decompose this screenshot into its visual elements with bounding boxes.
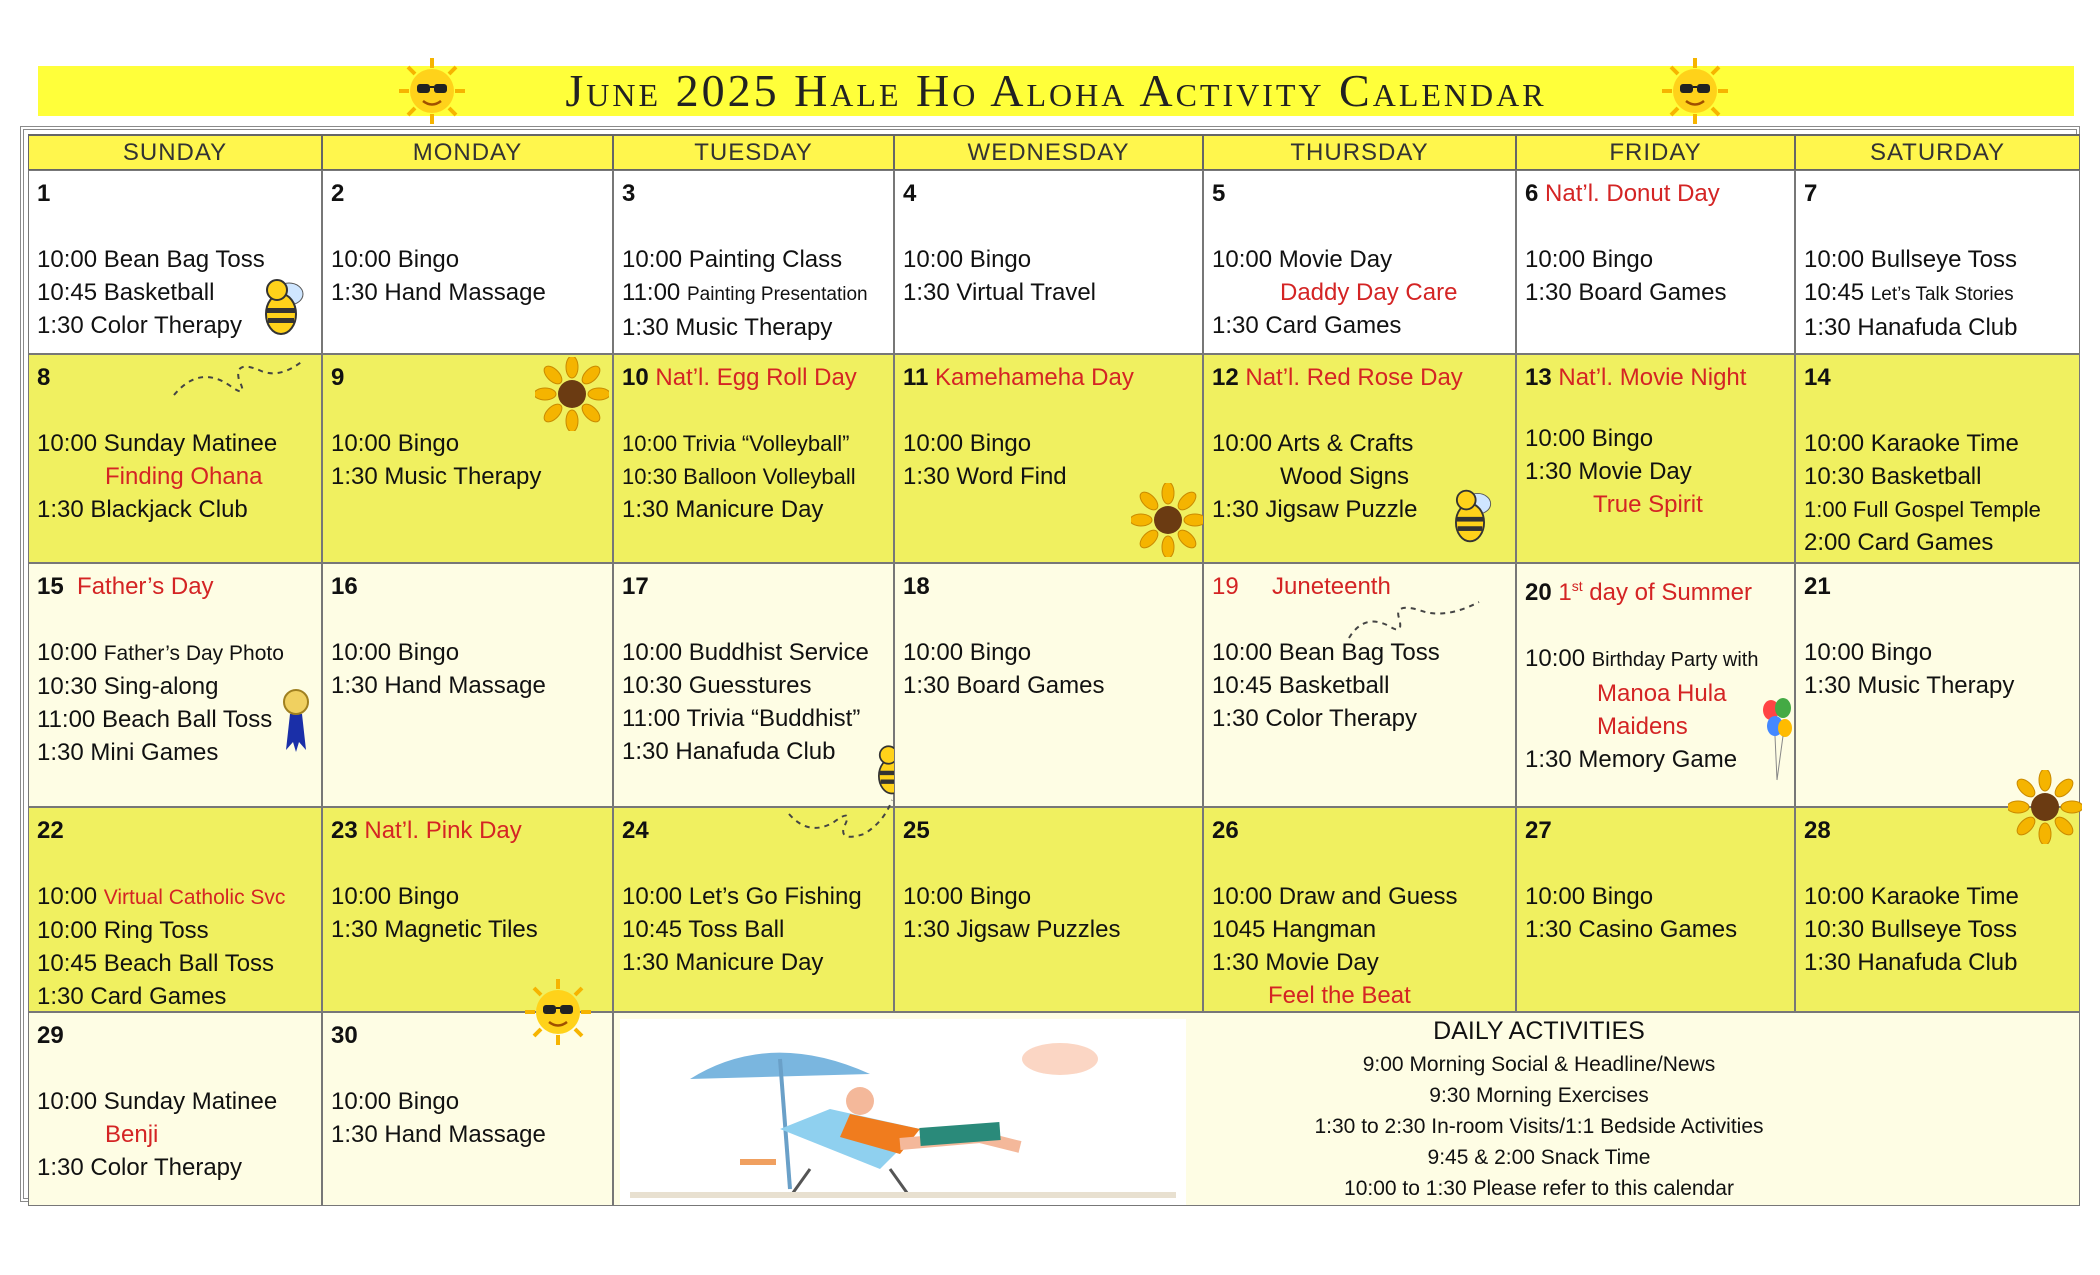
day-cell: [322, 170, 613, 354]
activity-text: Painting Presentation: [686, 284, 868, 305]
activity-time: 10:00: [37, 883, 98, 910]
activity: 11:00 Trivia “Buddhist”: [622, 705, 861, 732]
sun-sunglasses-icon: [1660, 56, 1730, 126]
day-cell: [28, 1012, 322, 1206]
activity: 10:45 Basketball: [37, 279, 215, 306]
activity-subtitle: Feel the Beat: [1268, 982, 1411, 1009]
activity: 10:00 Buddhist Service: [622, 639, 869, 666]
activity-time: 10:45: [1804, 279, 1865, 306]
day-header-friday: FRIDAY: [1516, 134, 1795, 170]
activity: 1045 Hangman: [1212, 916, 1377, 943]
activity: 10:00 Bingo: [1525, 883, 1654, 910]
day-number: 5: [1212, 180, 1226, 207]
day-number: 3: [622, 180, 636, 207]
activity: 1:30 Movie Day: [1525, 458, 1692, 485]
day-header-saturday: SATURDAY: [1795, 134, 2080, 170]
beach-chair-illustration: [620, 1019, 1186, 1205]
activity: 2:00 Card Games: [1804, 529, 1994, 556]
calendar-grid: [20, 126, 2080, 1202]
activity: 1:30 Manicure Day: [622, 496, 824, 523]
day-header-monday: MONDAY: [322, 134, 613, 170]
activity: 10:30 Basketball: [1804, 463, 1982, 490]
day-number: 14: [1804, 364, 1831, 391]
activity: [37, 636, 313, 670]
activity: 10:00 Painting Class: [622, 246, 843, 273]
activity: 1:30 Memory Game: [1525, 746, 1738, 773]
activity-text: Virtual Catholic Svc: [103, 886, 286, 909]
day-number: 24: [622, 817, 649, 844]
special-day-label: Kamehameha Day: [935, 364, 1134, 391]
activity: 1:30 Hand Massage: [331, 1121, 546, 1148]
activity: 10:00 Sunday Matinee: [37, 430, 278, 457]
activity: 1:30 Color Therapy: [1212, 705, 1418, 732]
activity-subtitle: Finding Ohana: [105, 463, 263, 490]
day-header-thursday: THURSDAY: [1203, 134, 1516, 170]
daily-activities-panel: [613, 1012, 2080, 1206]
activity: 10:00 Bingo: [1525, 246, 1654, 273]
day-number: 7: [1804, 180, 1818, 207]
activity: 1:30 Music Therapy: [622, 314, 833, 341]
sunflower-icon: [2008, 770, 2082, 844]
activity: 10:00 Karaoke Time: [1804, 883, 2019, 910]
bee-icon: [1440, 473, 1500, 557]
bee-trail-icon: [1344, 598, 1484, 646]
day-cell: [28, 170, 322, 354]
activity: 10:00 Bingo: [903, 883, 1032, 910]
activity: 10:00 Movie Day: [1212, 246, 1393, 273]
day-cell: [1516, 170, 1795, 354]
day-number: 29: [37, 1022, 64, 1049]
day-number: 17: [622, 573, 649, 600]
activity: 1:30 Board Games: [903, 672, 1105, 699]
activity: 1:30 Hand Massage: [331, 279, 546, 306]
daily-item: 9:45 & 2:00 Snack Time: [1427, 1146, 1651, 1169]
activity: 10:00 Bingo: [331, 883, 460, 910]
day-cell: [1203, 354, 1516, 563]
day-number: 12: [1212, 364, 1239, 391]
balloons-icon: [1761, 696, 1793, 782]
day-cell: [28, 354, 322, 563]
day-number: 1: [37, 180, 51, 207]
activity: 10:30 Sing-along: [37, 673, 219, 700]
activity: 10:00 Arts & Crafts: [1212, 430, 1414, 457]
day-cell: [1795, 354, 2080, 563]
daily-item: 9:00 Morning Social & Headline/News: [1362, 1053, 1716, 1076]
activity: 10:45 Toss Ball: [622, 916, 785, 943]
day-header-wednesday: WEDNESDAY: [894, 134, 1203, 170]
daily-item: 9:30 Morning Exercises: [1429, 1084, 1649, 1107]
day-number: 6: [1525, 180, 1539, 207]
special-day-label: Nat’l. Donut Day: [1545, 180, 1720, 207]
bee-trail-icon: [784, 792, 894, 844]
activity: 1:30 Blackjack Club: [37, 496, 248, 523]
day-cell: [322, 563, 613, 807]
activity-subtitle: Maidens: [1597, 713, 1688, 740]
special-day-label: Nat’l. Egg Roll Day: [655, 364, 857, 391]
day-number: 30: [331, 1022, 358, 1049]
activity: 1:30 Movie Day: [1212, 949, 1379, 976]
day-number: 13: [1525, 364, 1552, 391]
activity: 10:00 Bingo: [1525, 425, 1654, 452]
day-cell: 20 1st day of Summer 10:00 Birthday Party with Manoa Hula Maidens 1:30 Memory Game: [1516, 563, 1795, 807]
activity-text: Birthday Party with: [1591, 649, 1759, 671]
sun-sunglasses-icon: [523, 977, 593, 1047]
day-number: 25: [903, 817, 930, 844]
day-cell: [1203, 170, 1516, 354]
day-cell: [1516, 807, 1795, 1012]
daily-item: 10:00 to 1:30 Please refer to this calendar: [1344, 1177, 1734, 1200]
activity: 10:00 Trivia “Volleyball”: [622, 431, 850, 456]
activity: 1:30 Music Therapy: [1804, 672, 2015, 699]
special-day-label: Juneteenth: [1272, 573, 1391, 600]
activity: 1:30 Hand Massage: [331, 672, 546, 699]
day-cell: [28, 563, 322, 807]
daily-item: 1:30 to 2:30 In-room Visits/1:1 Bedside Activities: [1314, 1115, 1764, 1138]
activity: 10:00 Ring Toss: [37, 917, 209, 944]
activity: 1:30 Mini Games: [37, 739, 219, 766]
activity: 1:30 Manicure Day: [622, 949, 824, 976]
activity-text: Father’s Day Photo: [103, 642, 284, 665]
activity: 1:30 Color Therapy: [37, 312, 243, 339]
day-header-tuesday: TUESDAY: [613, 134, 894, 170]
activity: 10:00 Bingo: [903, 246, 1032, 273]
activity: 10:00 Bingo: [331, 639, 460, 666]
day-number: 15: [37, 573, 64, 600]
activity: 1:30 Card Games: [37, 983, 227, 1010]
day-number: 16: [331, 573, 358, 600]
activity: 10:45 Basketball: [1212, 672, 1390, 699]
activity: 10:00 Karaoke Time: [1804, 430, 2019, 457]
activity: [1804, 276, 2071, 311]
activity: 10:00 Bingo: [1804, 639, 1933, 666]
day-cell: [894, 807, 1203, 1012]
bee-icon: [249, 266, 313, 346]
day-number: 2: [331, 180, 345, 207]
page-title: June 2025 Hale Ho Aloha Activity Calendar: [565, 65, 1547, 116]
day-cell: [322, 354, 613, 563]
activity-subtitle: Manoa Hula: [1597, 680, 1727, 707]
day-number: 4: [903, 180, 917, 207]
daily-activities-title: DAILY ACTIVITIES: [1433, 1017, 1645, 1045]
activity: 1:30 Hanafuda Club: [622, 738, 836, 765]
activity: [622, 276, 885, 311]
activity: 10:30 Bullseye Toss: [1804, 916, 2018, 943]
day-cell: [1203, 563, 1516, 807]
day-number: 26: [1212, 817, 1239, 844]
activity-time: 10:00: [37, 639, 98, 666]
activity: 10:00 Bullseye Toss: [1804, 246, 2018, 273]
activity: 10:00 Bingo: [903, 639, 1032, 666]
activity-subtitle: Benji: [105, 1121, 159, 1148]
day-number: 8: [37, 364, 51, 391]
activity: 1:30 Magnetic Tiles: [331, 916, 538, 943]
activity: 10:00 Draw and Guess: [1212, 883, 1458, 910]
day-cell: [322, 1012, 613, 1206]
day-number: 9: [331, 364, 345, 391]
activity: [37, 880, 313, 914]
special-day-label: Nat’l. Movie Night: [1558, 364, 1747, 391]
sun-sunglasses-icon: [397, 56, 467, 126]
day-cell: [1516, 354, 1795, 563]
daily-activities-list: [1174, 1013, 1904, 1204]
special-day-label: Nat’l. Pink Day: [364, 817, 522, 844]
activity: [1525, 642, 1786, 677]
activity: 10:30 Balloon Volleyball: [622, 464, 856, 489]
title-band: [38, 66, 2074, 116]
special-day-label: Nat’l. Red Rose Day: [1245, 364, 1463, 391]
activity: 1:30 Jigsaw Puzzle: [1212, 496, 1418, 523]
activity: 11:00 Beach Ball Toss: [37, 706, 273, 733]
activity: 1:30 Jigsaw Puzzles: [903, 916, 1121, 943]
activity-subtitle: True Spirit: [1593, 491, 1703, 518]
activity: 1:30 Board Games: [1525, 279, 1727, 306]
activity-subtitle: Daddy Day Care: [1280, 279, 1458, 306]
activity: 10:30 Guesstures: [622, 672, 812, 699]
day-cell: [1203, 807, 1516, 1012]
day-number: 23: [331, 817, 358, 844]
activity: 1:30 Casino Games: [1525, 916, 1738, 943]
activity: 10:00 Let’s Go Fishing: [622, 883, 862, 910]
day-cell: [1795, 170, 2080, 354]
activity: 10:00 Bingo: [331, 430, 460, 457]
day-number: 18: [903, 573, 930, 600]
activity: 10:00 Bean Bag Toss: [1212, 639, 1440, 666]
activity: 1:30 Hanafuda Club: [1804, 949, 2018, 976]
activity-time: 11:00: [622, 279, 681, 306]
day-cell: [613, 170, 894, 354]
day-cell: [613, 563, 894, 807]
day-number: 22: [37, 817, 64, 844]
activity-subtitle: Wood Signs: [1280, 463, 1409, 490]
day-number: 28: [1804, 817, 1831, 844]
activity: 10:00 Bingo: [903, 430, 1032, 457]
day-number: 20: [1525, 579, 1552, 606]
activity: 1:30 Card Games: [1212, 312, 1402, 339]
activity-text: Let’s Talk Stories: [1870, 284, 2014, 305]
day-number: 21: [1804, 573, 1831, 600]
day-number: 19: [1212, 573, 1239, 600]
day-number: 11: [903, 364, 929, 391]
activity: 1:30 Virtual Travel: [903, 279, 1096, 306]
day-cell: [613, 807, 894, 1012]
activity: 10:00 Bean Bag Toss: [37, 246, 265, 273]
day-number: 10: [622, 364, 649, 391]
activity: 1:30 Hanafuda Club: [1804, 314, 2018, 341]
sunflower-icon: [1131, 483, 1205, 557]
activity: 1:30 Word Find: [903, 463, 1067, 490]
bee-trail-icon: [169, 355, 309, 405]
day-cell: [28, 807, 322, 1012]
activity: 1:30 Music Therapy: [331, 463, 542, 490]
day-number: 27: [1525, 817, 1552, 844]
award-ribbon-icon: [283, 684, 309, 754]
activity: 10:00 Bingo: [331, 246, 460, 273]
day-cell: [894, 354, 1203, 563]
special-day-label: Father’s Day: [77, 573, 214, 600]
activity: 10:45 Beach Ball Toss: [37, 950, 275, 977]
day-header-sunday: SUNDAY: [28, 134, 322, 170]
day-cell: [894, 563, 1203, 807]
day-cell: [894, 170, 1203, 354]
sunflower-icon: [535, 357, 609, 431]
activity: 10:00 Sunday Matinee: [37, 1088, 278, 1115]
day-cell: [613, 354, 894, 563]
activity: 1:00 Full Gospel Temple: [1804, 497, 2041, 522]
activity: 10:00 Bingo: [331, 1088, 460, 1115]
activity: 1:30 Color Therapy: [37, 1154, 243, 1181]
day-cell: [1795, 563, 2080, 807]
activity-time: 10:00: [1525, 645, 1586, 672]
